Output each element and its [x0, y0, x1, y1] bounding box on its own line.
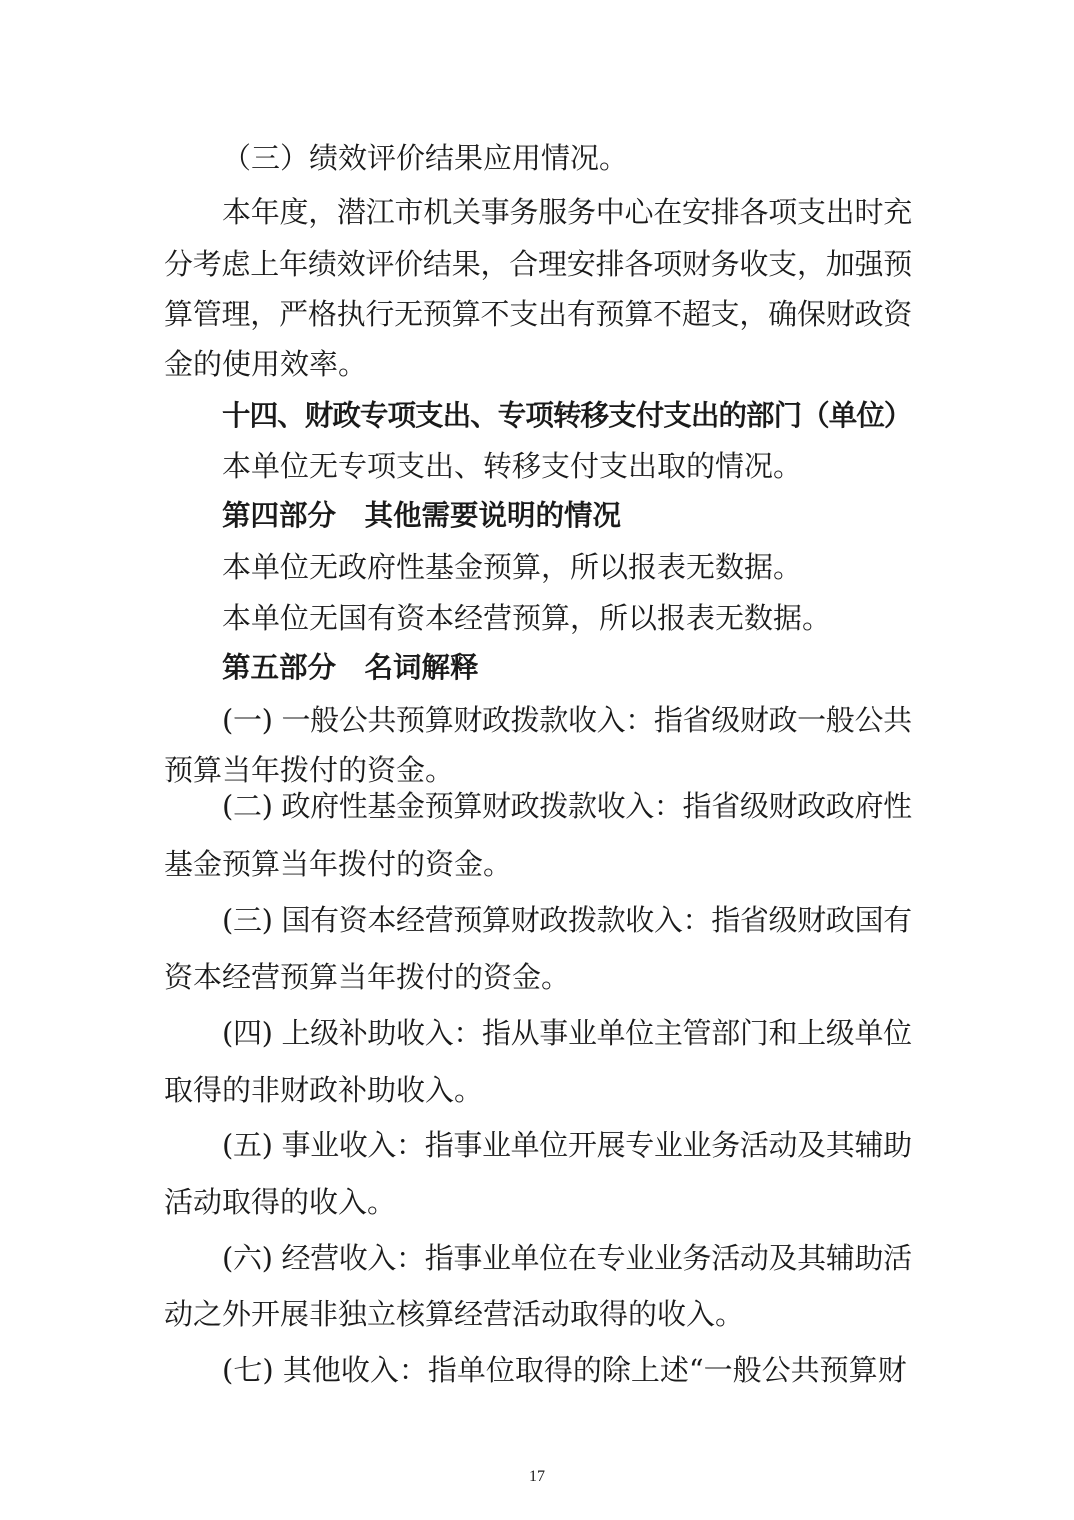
text-line: 本单位无专项支出、转移支付支出取的情况。 — [222, 449, 803, 483]
text-line: (六) 经营收入：指事业单位在专业业务活动及其辅助活 — [222, 1241, 912, 1275]
text-line: 分考虑上年绩效评价结果，合理安排各项财务收支，加强预 — [164, 247, 913, 281]
text-line: 金的使用效率。 — [164, 347, 368, 381]
text-line: 预算当年拨付的资金。 — [164, 753, 455, 787]
text-line: 动之外开展非独立核算经营活动取得的收入。 — [164, 1297, 745, 1331]
text-line: (三) 国有资本经营预算财政拨款收入：指省级财政国有 — [222, 903, 912, 937]
section-heading: 第五部分 名词解释 — [222, 651, 479, 684]
text-line: 本单位无国有资本经营预算，所以报表无数据。 — [222, 601, 832, 635]
text-line: 取得的非财政补助收入。 — [164, 1073, 484, 1107]
text-line: 活动取得的收入。 — [164, 1185, 397, 1219]
section-heading: 第四部分 其他需要说明的情况 — [222, 499, 622, 532]
text-line: (五) 事业收入：指事业单位开展专业业务活动及其辅助 — [222, 1128, 912, 1162]
text-line: 本年度，潜江市机关事务服务中心在安排各项支出时充 — [222, 195, 913, 229]
section-heading: 十四、财政专项支出、专项转移支付支出的部门（单位） — [222, 399, 912, 432]
text-line: (七) 其他收入：指单位取得的除上述“一般公共预算财 — [222, 1353, 907, 1387]
text-line: 算管理，严格执行无预算不支出有预算不超支，确保财政资 — [164, 297, 913, 331]
page-number: 17 — [529, 1468, 545, 1485]
text-line: (一) 一般公共预算财政拨款收入：指省级财政一般公共 — [222, 703, 912, 737]
text-line: 基金预算当年拨付的资金。 — [164, 847, 513, 881]
text-line: （三）绩效评价结果应用情况。 — [222, 141, 629, 175]
text-line: (二) 政府性基金预算财政拨款收入：指省级财政政府性 — [222, 789, 912, 823]
text-line: (四) 上级补助收入：指从事业单位主管部门和上级单位 — [222, 1016, 912, 1050]
text-line: 资本经营预算当年拨付的资金。 — [164, 960, 571, 994]
text-line: 本单位无政府性基金预算，所以报表无数据。 — [222, 550, 803, 584]
